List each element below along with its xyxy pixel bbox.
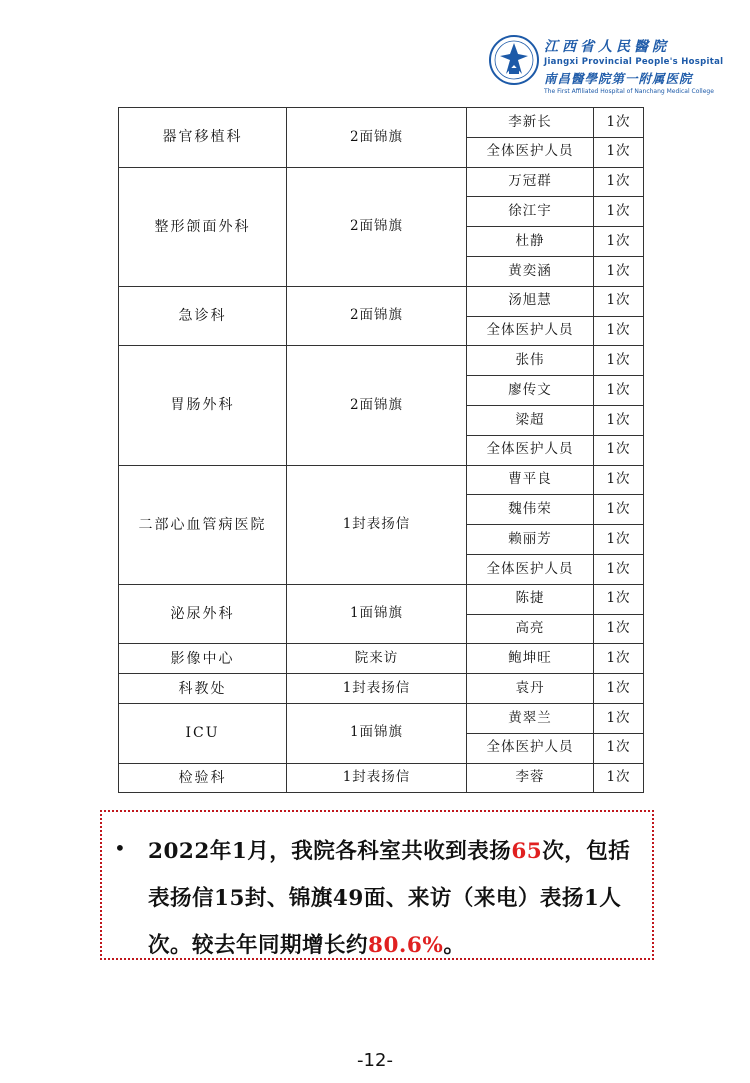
count-cell: 1次 [594,256,644,286]
staff-name-cell: 鲍坤旺 [467,644,594,674]
department-cell: 胃肠外科 [119,346,287,465]
staff-name-cell: 袁丹 [467,674,594,704]
count-cell: 1次 [594,674,644,704]
affiliate-name-en: The First Affiliated Hospital of Nanchang Medical College [544,88,714,95]
hospital-header [488,34,728,96]
staff-name-cell: 全体医护人员 [467,316,594,346]
count-cell: 1次 [594,197,644,227]
count-cell: 1次 [594,703,644,733]
page-number: -12- [357,1050,393,1071]
summary-growth: 80.6% [368,933,444,958]
staff-name-cell: 梁超 [467,405,594,435]
table-row [119,644,644,674]
department-cell: 急诊科 [119,286,287,346]
commendation-type-cell: 2面锦旗 [287,167,467,286]
staff-name-cell: 全体医护人员 [467,554,594,584]
bullet-icon: • [114,836,126,860]
staff-name-cell: 李新长 [467,108,594,138]
department-cell: 检验科 [119,763,287,793]
table-row [119,703,644,733]
staff-name-cell: 陈捷 [467,584,594,614]
count-cell: 1次 [594,495,644,525]
hospital-name-en: Jiangxi Provincial People's Hospital [544,57,724,67]
count-cell: 1次 [594,763,644,793]
commendation-table-body [119,108,644,793]
staff-name-cell: 魏伟荣 [467,495,594,525]
count-cell: 1次 [594,614,644,644]
staff-name-cell: 全体医护人员 [467,137,594,167]
staff-name-cell: 全体医护人员 [467,435,594,465]
count-cell: 1次 [594,137,644,167]
summary-part1: 2022年1月，我院各科室共收到表扬 [148,839,512,864]
staff-name-cell: 全体医护人员 [467,733,594,763]
table-row [119,108,644,138]
commendation-type-cell: 1封表扬信 [287,763,467,793]
count-cell: 1次 [594,644,644,674]
table-row [119,286,644,316]
department-cell: 器官移植科 [119,108,287,168]
count-cell: 1次 [594,376,644,406]
summary-part2: 次，包括表扬信15封、锦旗49面、来访（来电）表扬1人次。较去年同期增长约 [148,839,631,958]
department-cell: 整形颌面外科 [119,167,287,286]
department-cell: ICU [119,703,287,763]
department-cell: 二部心血管病医院 [119,465,287,584]
affiliate-name-cn: 南昌醫學院第一附属医院 [544,71,693,86]
staff-name-cell: 徐江宇 [467,197,594,227]
commendation-type-cell: 2面锦旗 [287,286,467,346]
staff-name-cell: 李蓉 [467,763,594,793]
staff-name-cell: 张伟 [467,346,594,376]
department-cell: 科教处 [119,674,287,704]
staff-name-cell: 廖传文 [467,376,594,406]
table-row [119,674,644,704]
table-row [119,346,644,376]
count-cell: 1次 [594,525,644,555]
summary-text [148,828,648,969]
staff-name-cell: 黄翠兰 [467,703,594,733]
department-cell: 泌尿外科 [119,584,287,644]
commendation-type-cell: 1面锦旗 [287,703,467,763]
staff-name-cell: 曹平良 [467,465,594,495]
count-cell: 1次 [594,465,644,495]
hospital-name-cn: 江西省人民醫院 [544,39,670,55]
table-row [119,167,644,197]
staff-name-cell: 高亮 [467,614,594,644]
staff-name-cell: 汤旭慧 [467,286,594,316]
count-cell: 1次 [594,108,644,138]
summary-box [100,810,654,960]
commendation-type-cell: 2面锦旗 [287,346,467,465]
count-cell: 1次 [594,554,644,584]
count-cell: 1次 [594,405,644,435]
count-cell: 1次 [594,435,644,465]
count-cell: 1次 [594,584,644,614]
staff-name-cell: 赖丽芳 [467,525,594,555]
staff-name-cell: 黄奕涵 [467,256,594,286]
hospital-logo-icon [488,34,540,86]
commendation-type-cell: 1封表扬信 [287,674,467,704]
commendation-type-cell: 1面锦旗 [287,584,467,644]
commendation-type-cell: 2面锦旗 [287,108,467,168]
commendation-table [118,107,644,793]
summary-part3: 。 [443,933,466,958]
count-cell: 1次 [594,227,644,257]
count-cell: 1次 [594,346,644,376]
count-cell: 1次 [594,286,644,316]
table-row [119,465,644,495]
staff-name-cell: 万冠群 [467,167,594,197]
count-cell: 1次 [594,733,644,763]
commendation-type-cell: 院来访 [287,644,467,674]
table-row [119,584,644,614]
table-row [119,763,644,793]
department-cell: 影像中心 [119,644,287,674]
summary-count: 65 [511,839,543,864]
staff-name-cell: 杜静 [467,227,594,257]
count-cell: 1次 [594,316,644,346]
commendation-type-cell: 1封表扬信 [287,465,467,584]
count-cell: 1次 [594,167,644,197]
